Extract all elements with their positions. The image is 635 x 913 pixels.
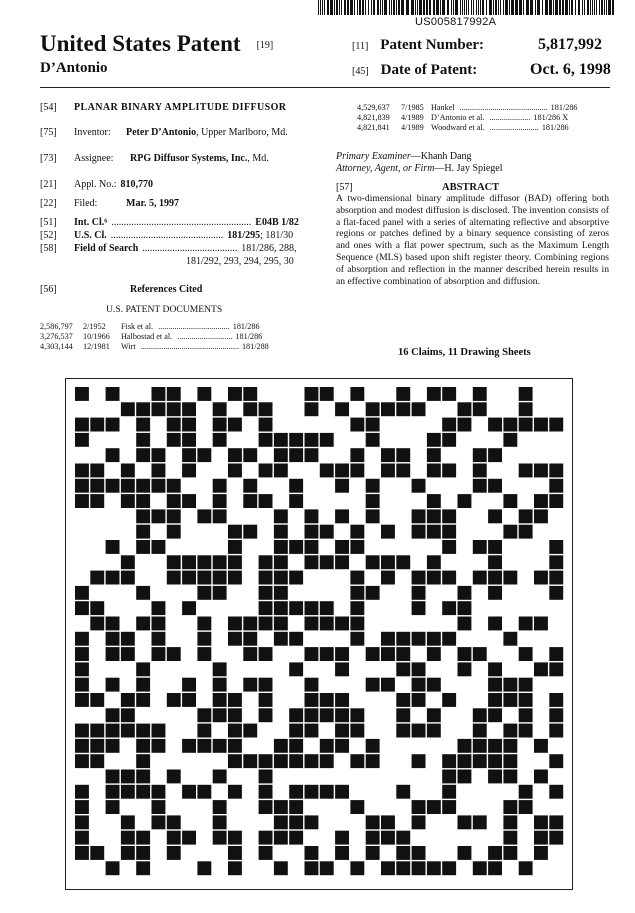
- reference-row: 4,821,839 4/1989 D’Antonio et al. .................... 181/286 X: [357, 113, 569, 123]
- date-of-patent-label: [45] Date of Patent:: [352, 62, 478, 78]
- barcode: [318, 0, 614, 15]
- reference-row: 4,529,637 7/1985 Hankel ........................................... 181/286: [357, 103, 578, 112]
- references-left-list: [40, 322, 320, 353]
- patent-number-value: 5,817,992: [538, 36, 602, 53]
- patent-title-header: [40, 31, 273, 57]
- date-of-patent-value: Oct. 6, 1998: [530, 61, 611, 78]
- field-22-filed: [22] Filed: Mar. 5, 1997: [40, 198, 179, 209]
- field-21-appl-no: [21] Appl. No.: 810,770: [40, 179, 153, 190]
- abstract-code: [57]: [336, 182, 353, 193]
- field-54-title: [54] PLANAR BINARY AMPLITUDE DIFFUSOR: [40, 102, 287, 113]
- author-name: D’Antonio: [40, 60, 108, 76]
- reference-row: 4,303,144 12/1981 Wirt ................................................ 181/288: [40, 342, 269, 352]
- field-75-inventor: [75] Inventor: Peter D’Antonio, Upper Marlboro, Md.: [40, 127, 288, 138]
- reference-row: 3,276,537 10/1966 Halbostad et al. ........................... 181/286: [40, 332, 263, 342]
- primary-examiner: Primary Examiner—Khanh Dang: [336, 151, 472, 162]
- field-52-us-cl: [52] U.S. Cl. ............................................. 181/295; 181/30: [40, 230, 294, 241]
- header-rule: [40, 87, 610, 88]
- title-code: [19]: [256, 40, 274, 51]
- document-number: US005817992A: [415, 16, 497, 28]
- title-text: United States Patent: [40, 31, 241, 56]
- diffusor-grid: [66, 379, 574, 891]
- abstract-heading: ABSTRACT: [442, 182, 500, 193]
- reference-row: 4,821,841 4/1989 Woodward et al. ........................ 181/286: [357, 123, 569, 133]
- us-patent-docs-heading: U.S. PATENT DOCUMENTS: [106, 304, 223, 315]
- attorney: Attorney, Agent, or Firm—H. Jay Spiegel: [336, 163, 503, 174]
- patent-number-label: [11] Patent Number:: [352, 37, 485, 53]
- field-51-int-cl: [51] Int. Cl.⁶ ........................................................ E04B 1/82: [40, 217, 299, 228]
- claims-and-sheets: 16 Claims, 11 Drawing Sheets: [398, 347, 531, 358]
- abstract-text: A two-dimensional binary amplitude diffusor (BAD) offering both absorption and modest diffusion is disclosed. The invention consists of a flat-faced panel with a series of alternating reflective and absorptive regions or patches defined by a binary sequence consisting of zeros and ones with a flat power spectrum, such as the Maximum Length Sequence (MLS) based upon shift register theory. Combining regions of absorption and reflection in the manner described herein results in an effective combination of absorption and diffusion.: [336, 193, 609, 287]
- field-73-assignee: [73] Assignee: RPG Diffusor Systems, Inc., Md.: [40, 153, 269, 164]
- binary-amplitude-diffusor-drawing: [65, 378, 573, 890]
- references-right-list: [357, 103, 612, 134]
- field-58-field-of-search: [58] Field of Search ...................................... 181/286, 288,: [40, 243, 297, 254]
- field-58-line2: 181/292, 293, 294, 295, 30: [186, 256, 294, 267]
- reference-row: 2,586,797 2/1952 Fisk et al. ................................... 181/286: [40, 322, 260, 331]
- references-cited-heading: References Cited: [130, 284, 203, 295]
- field-56-code: [56]: [40, 284, 57, 295]
